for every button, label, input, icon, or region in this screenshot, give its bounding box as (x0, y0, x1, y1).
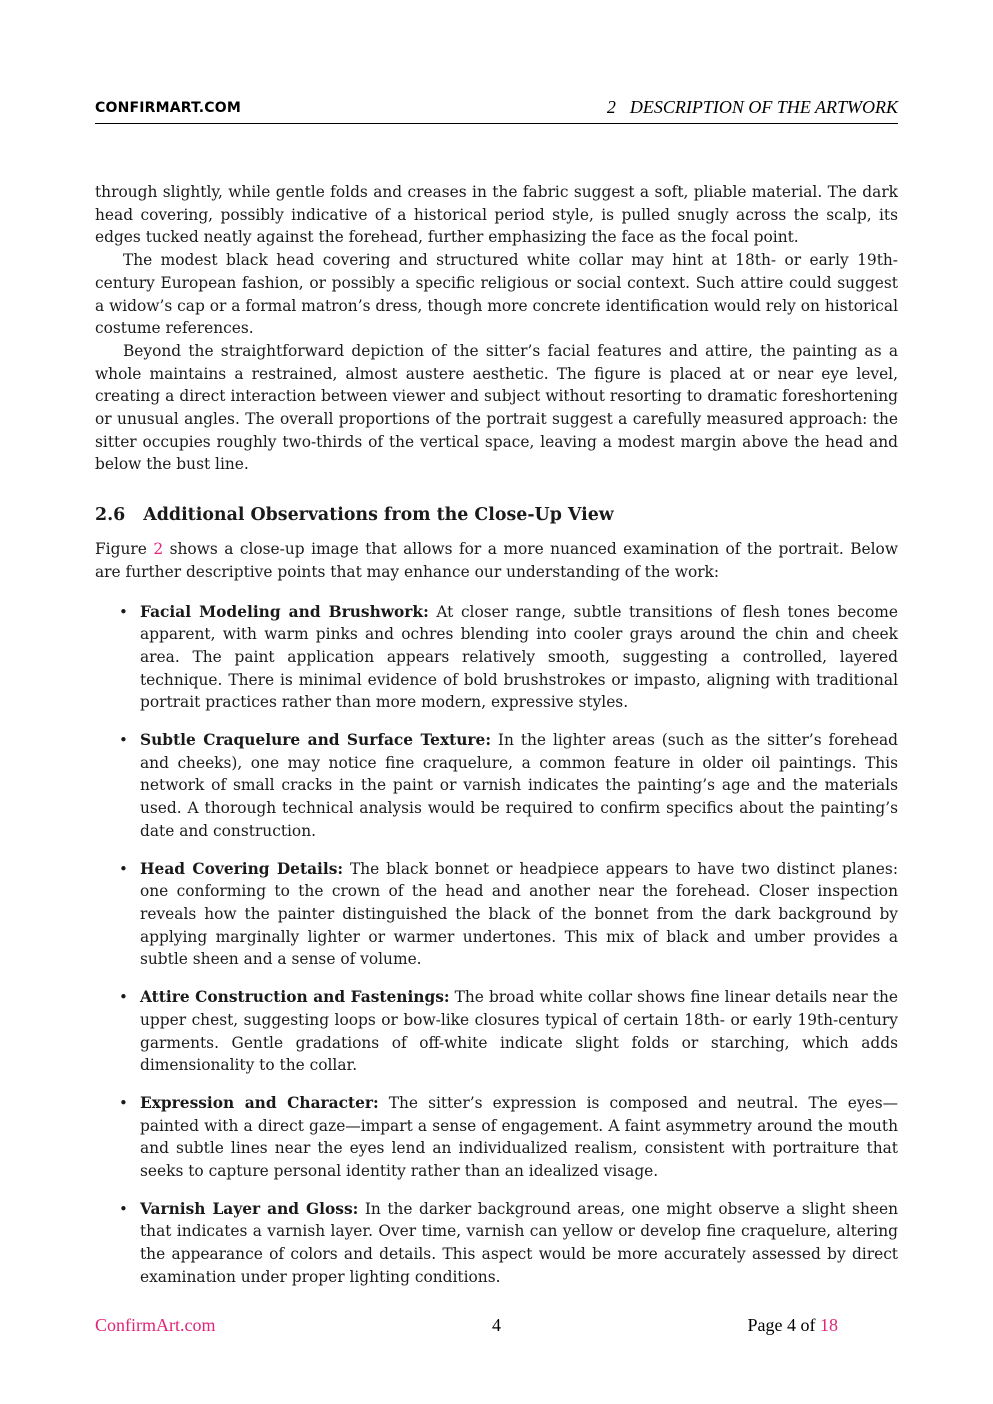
bullet-icon: • (119, 1093, 128, 1112)
bullet-icon: • (119, 731, 128, 750)
list-item (95, 858, 898, 972)
paragraph: Beyond the straightforward depiction of the sitter’s facial features and attire, the painting as a whole maintains a restrained, almost austere aesthetic. The figure is placed at or near eye level, creating a direct interaction between viewer and subject without resorting to dramatic foreshortening or unusual angles. The overall proportions of the portrait suggest a carefully measured approach: the sitter occupies roughly two-thirds of the vertical space, leaving a modest margin above the head and below the bust line. (95, 341, 898, 474)
list-item-term: Attire Construction and Fastenings: (140, 988, 450, 1007)
bullet-icon: • (119, 1199, 128, 1218)
list-item-text: At closer range, subtle transitions of flesh tones become apparent, with warm pinks and ochres blending into cooler grays around the chin and cheek area. The paint application appears relatively smooth, suggesting a controlled, layered technique. There is minimal evidence of bold brushstrokes or impasto, aligning with traditional portrait practices rather than more modern, expressive styles. (140, 602, 898, 712)
running-section-number: 2 (606, 97, 616, 117)
intro-paragraph (95, 538, 898, 583)
paragraph: through slightly, while gentle folds and creases in the fabric suggest a soft, pliable material. The dark head covering, possibly indicative of a historical period style, is pulled snugly across the scalp, its edges tucked neatly against the forehead, further emphasizing the face as the focal point. (95, 183, 898, 247)
paragraph: The modest black head covering and structured white collar may hint at 18th- or early 19th-century European fashion, or possibly a specific religious or social context. Such attire could suggest a widow’s cap or a formal matron’s dress, though more concrete identification would rely on historical costume references. (95, 251, 898, 338)
page-footer (95, 1315, 898, 1339)
observation-list (95, 601, 898, 1289)
list-item-term: Subtle Craquelure and Surface Texture: (140, 731, 491, 750)
list-item-text: The black bonnet or headpiece appears to have two distinct planes: one conforming to the crown of the head and another near the forehead. Closer inspection reveals how the painter distinguished the black of the bonnet from the dark background by applying marginally lighter or warmer undertones. This mix of black and umber provides a subtle sheen and a sense of volume. (140, 859, 899, 969)
list-item-text: In the darker background areas, one might observe a slight sheen that indicates a varnish layer. Over time, varnish can yellow or develop fine craquelure, altering the appearance of colors and details. This aspect would be more accurately assessed by direct examination under proper lighting conditions. (140, 1199, 898, 1286)
list-item (95, 1092, 898, 1183)
running-section-name: DESCRIPTION OF THE ARTWORK (629, 97, 898, 117)
list-item-term: Head Covering Details: (140, 859, 344, 878)
list-item-term: Facial Modeling and Brushwork: (140, 602, 429, 621)
running-section-title (607, 97, 898, 118)
bullet-icon: • (119, 602, 128, 621)
site-logo[interactable]: CONFIRMART.COM (95, 100, 242, 116)
section-number: 2.6 (95, 505, 126, 526)
list-item-text: The broad white collar shows fine linear details near the upper chest, suggesting loops or bow-like closures typical of certain 18th- or early 19th-century garments. Gentle gradations of off-white indicate slight folds or starching, which adds dimensionality to the collar. (140, 988, 898, 1075)
figure-reference-link[interactable]: 2 (153, 540, 164, 559)
footer-total-pages-link[interactable]: 18 (820, 1315, 838, 1335)
list-item-term: Varnish Layer and Gloss: (140, 1199, 359, 1218)
intro-text-after: shows a close-up image that allows for a more nuanced examination of the portrait. Below are further descriptive points that may enhance our understanding of the work: (95, 540, 898, 581)
list-item (95, 986, 898, 1077)
section-heading (95, 503, 898, 527)
list-item-text: In the lighter areas (such as the sitter’s forehead and cheeks), one may notice fine craquelure, a common feature in older oil paintings. This network of small cracks in the paint or varnish indicates the painting’s age and the materials used. A thorough technical analysis would be required to confirm specifics about the painting’s date and construction. (140, 731, 898, 840)
bullet-icon: • (119, 859, 128, 878)
footer-site-link[interactable]: ConfirmArt.com (95, 1315, 216, 1335)
footer-page-label: Page 4 of (747, 1315, 820, 1335)
section-title: Additional Observations from the Close-Up View (143, 505, 614, 526)
list-item (95, 601, 898, 715)
list-item (95, 729, 898, 843)
main-content (95, 181, 898, 1304)
bullet-icon: • (119, 988, 128, 1007)
footer-page-number: 4 (492, 1315, 501, 1335)
list-item-text: The sitter’s expression is composed and neutral. The eyes—painted with a direct gaze—impart a sense of engagement. A faint asymmetry around the mouth and subtle lines near the eyes lend an individualized realism, consistent with portraiture that seeks to capture personal identity rather than an idealized visage. (140, 1093, 898, 1181)
list-item-term: Expression and Character: (140, 1093, 379, 1112)
list-item (95, 1198, 898, 1289)
intro-text-before: Figure (95, 540, 154, 559)
page-header (95, 96, 898, 124)
footer-page-count (748, 1315, 838, 1336)
